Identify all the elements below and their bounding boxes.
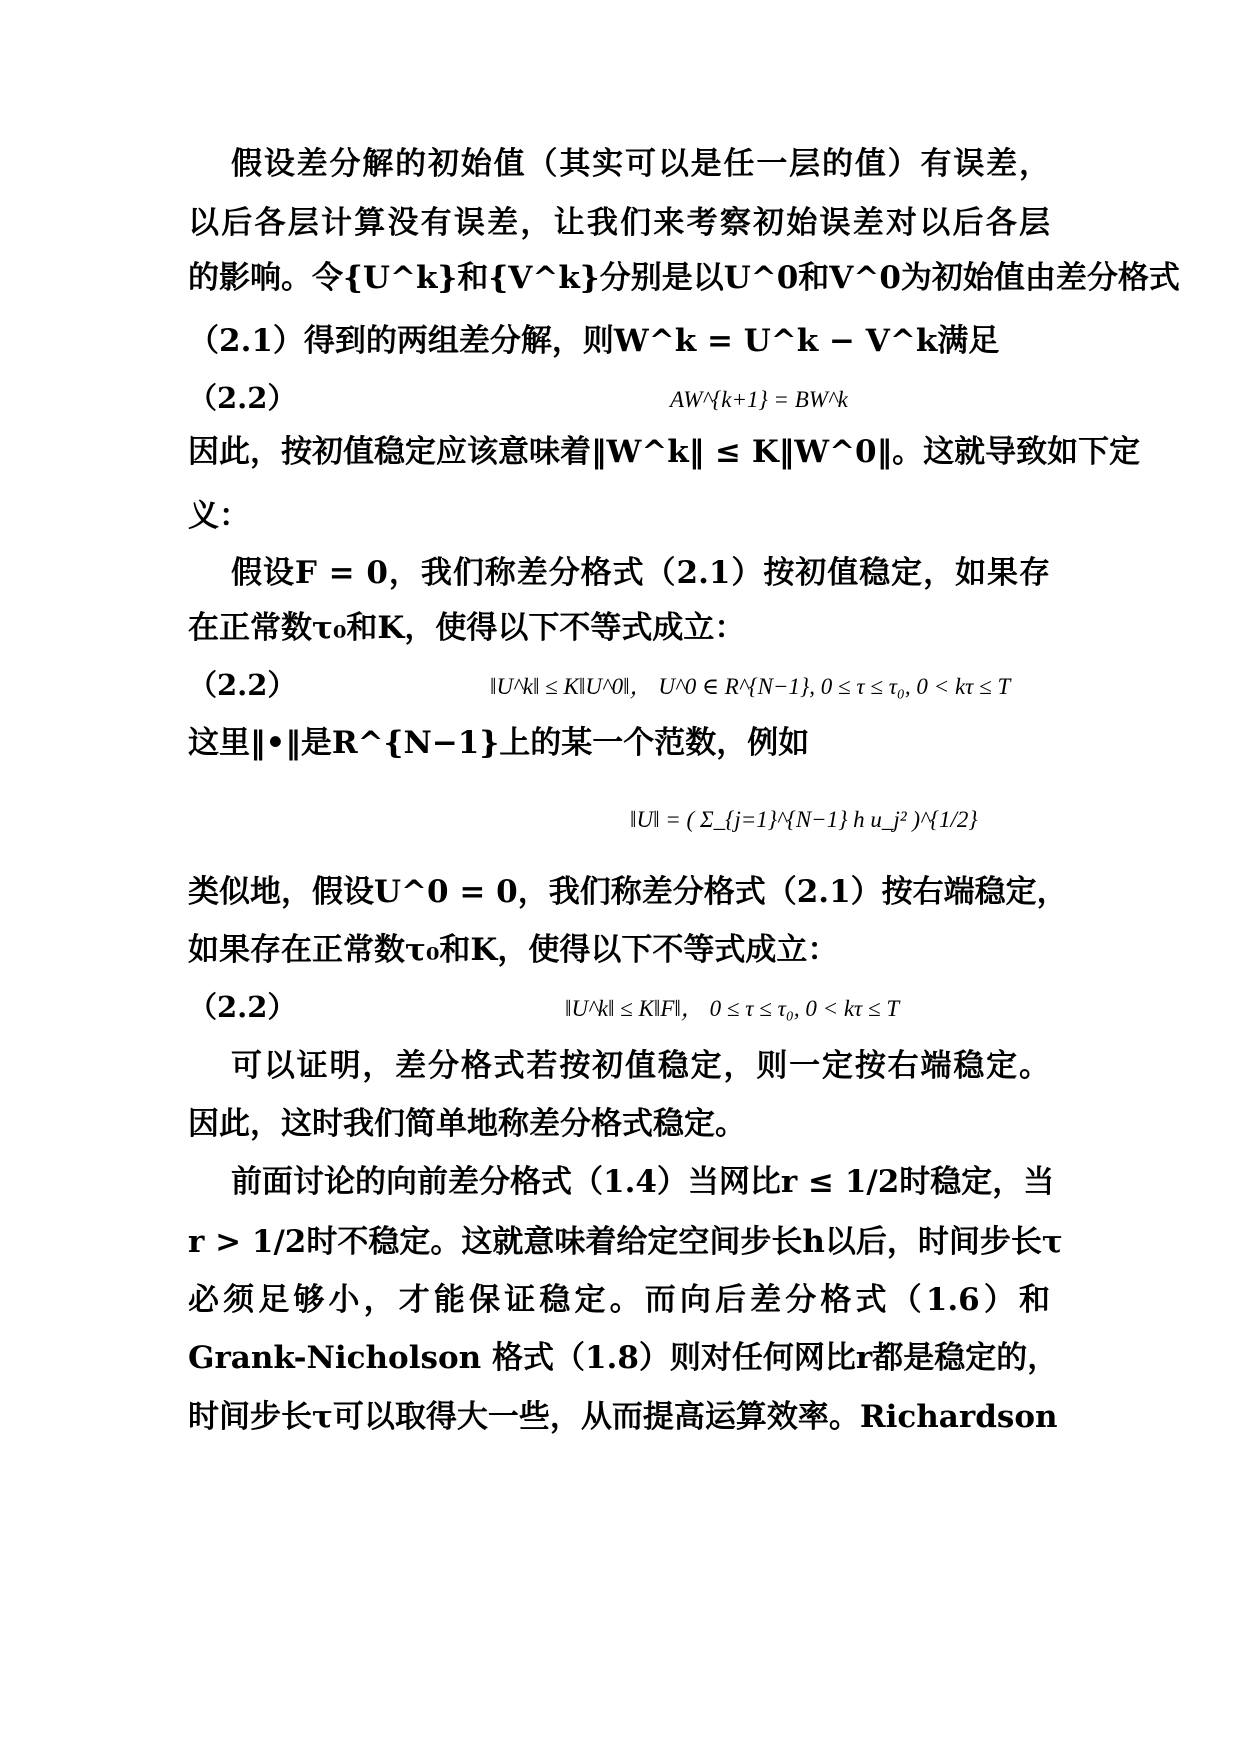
text-line: （2.1）得到的两组差分解，则W^k = U^k − V^k满足	[188, 323, 1000, 359]
text-line: 假设差分解的初始值（其实可以是任一层的值）有误差，	[231, 146, 1050, 182]
text-line: 因此，这时我们简单地称差分格式稳定。	[188, 1106, 746, 1142]
text-line: Grank-Nicholson 格式（1.8）则对任何网比r都是稳定的，	[188, 1340, 1059, 1376]
equation-number: （2.2）	[188, 990, 297, 1024]
equation: AW^{k+1} = BW^k	[670, 387, 848, 412]
text-line: r > 1/2时不稳定。这就意味着给定空间步长h以后，时间步长τ	[188, 1224, 1063, 1260]
text-line: 在正常数τ₀和K，使得以下不等式成立：	[188, 610, 746, 646]
equation: ‖U‖ = ( Σ_{j=1}^{N−1} h u_j² )^{1/2}	[630, 807, 978, 832]
equation-number: （2.2）	[188, 381, 297, 415]
text-line: 的影响。令{U^k}和{V^k}分别是以U^0和V^0为初始值由差分格式	[188, 260, 1180, 296]
text-line: 义：	[188, 498, 250, 534]
text-line: 可以证明，差分格式若按初值稳定，则一定按右端稳定。	[231, 1048, 1050, 1084]
text-line: 类似地，假设U^0 = 0，我们称差分格式（2.1）按右端稳定，	[188, 874, 1068, 910]
equation: ‖U^k‖ ≤ K‖U^0‖， U^0 ∈ R^{N−1}, 0 ≤ τ ≤ τ₀, 0 < kτ ≤ T	[490, 674, 1011, 699]
text-line: 这里‖•‖是R^{N−1}上的某一个范数，例如	[188, 725, 810, 761]
text-line: 假设F = 0，我们称差分格式（2.1）按初值稳定，如果存	[231, 555, 1050, 591]
text-line: 时间步长τ可以取得大一些，从而提高运算效率。Richardson	[188, 1399, 1058, 1435]
text-line: 如果存在正常数τ₀和K，使得以下不等式成立：	[188, 932, 839, 968]
text-line: 必须足够小，才能保证稳定。而向后差分格式（1.6）和	[188, 1282, 1050, 1318]
text-line: 前面讨论的向前差分格式（1.4）当网比r ≤ 1/2时稳定，当	[231, 1164, 1055, 1200]
text-line: 因此，按初值稳定应该意味着‖W^k‖ ≤ K‖W^0‖。这就导致如下定	[188, 434, 1141, 470]
equation: ‖U^k‖ ≤ K‖F‖， 0 ≤ τ ≤ τ₀, 0 < kτ ≤ T	[565, 996, 900, 1021]
text-line: 以后各层计算没有误差，让我们来考察初始误差对以后各层	[188, 205, 1050, 241]
equation-number: （2.2）	[188, 668, 297, 702]
